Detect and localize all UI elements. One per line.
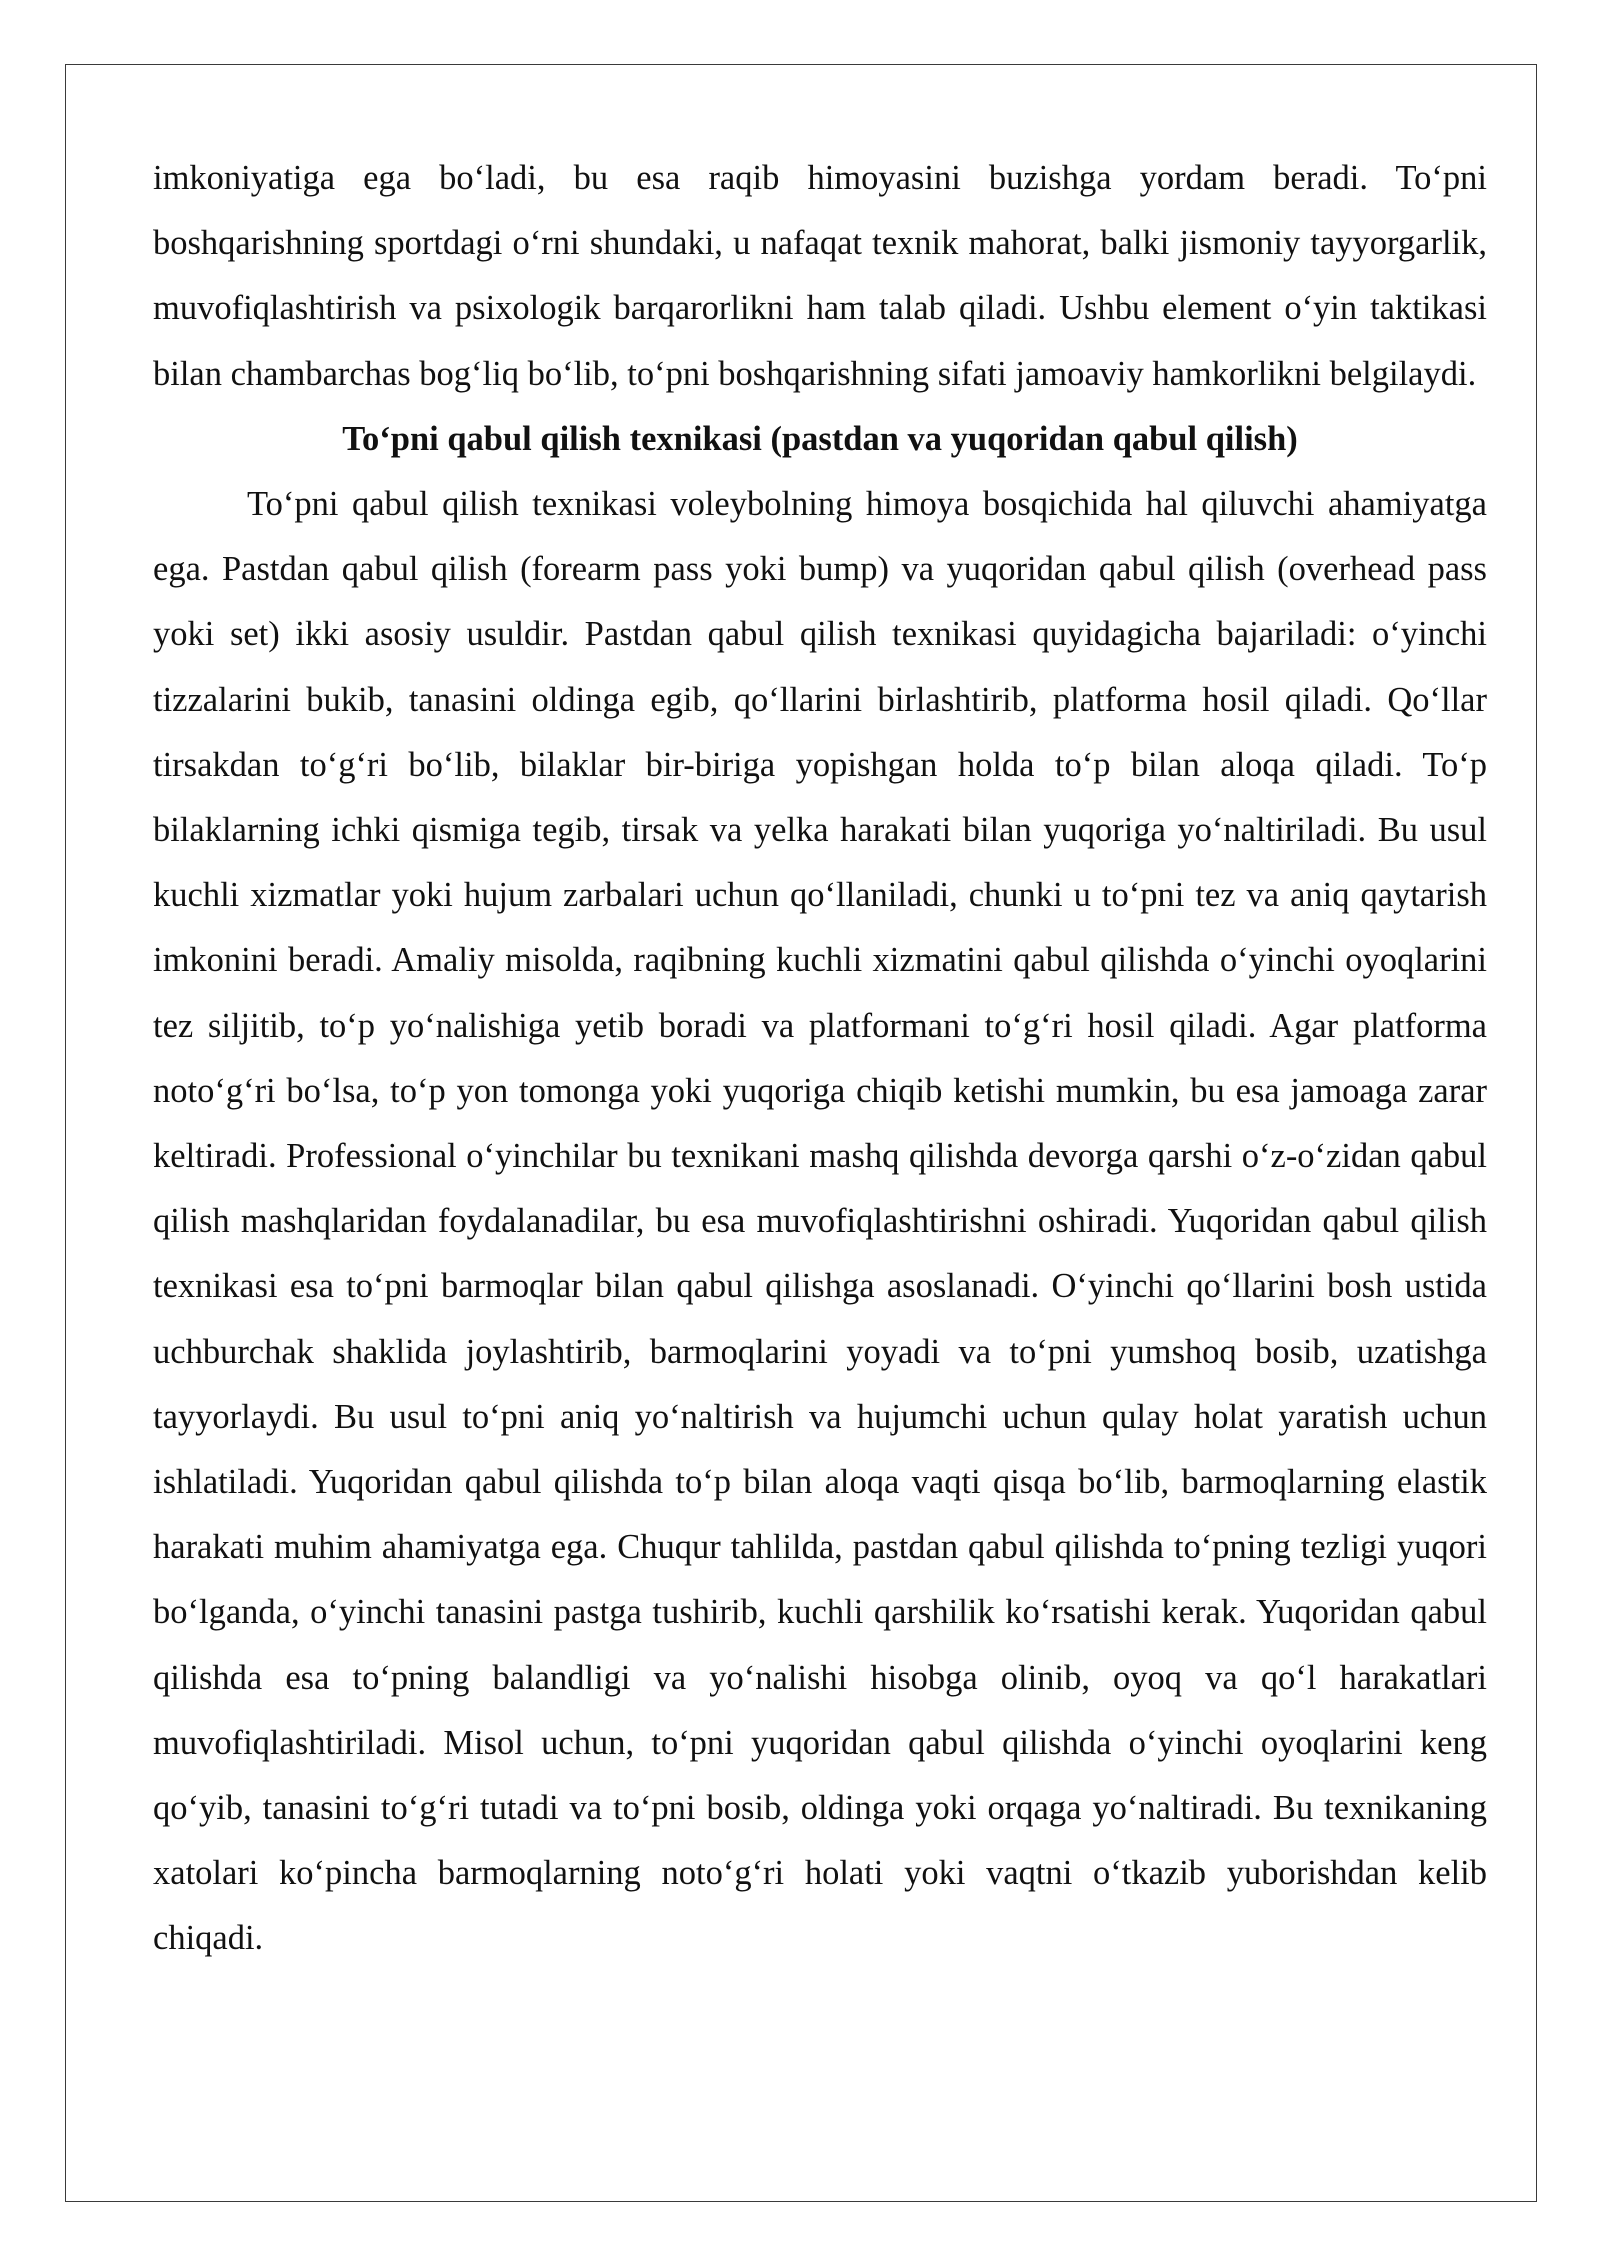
section-heading: To‘pni qabul qilish texnikasi (pastdan va yuqoridan qabul qilish) [342,419,1298,458]
document-body [153,146,1487,1972]
paragraph-main: To‘pni qabul qilish texnikasi voleybolning himoya bosqichida hal qiluvchi ahamiyatga ega. Pastdan qabul qilish (forearm pass yoki bump) va yuqoridan qabul qilish (overhead pass yoki set) ikki asosiy usuldir. Pastdan qabul qilish texnikasi quyidagicha bajariladi: o‘yinchi tizzalarini bukib, tanasini oldinga egib, qo‘llarini birlashtirib, platforma hosil qiladi. Qo‘llar tirsakdan to‘g‘ri bo‘lib, bilaklar bir-biriga yopishgan holda to‘p bilan aloqa qiladi. To‘p bilaklarning ichki qismiga tegib, tirsak va yelka harakati bilan yuqoriga yo‘naltiriladi. Bu usul kuchli xizmatlar yoki hujum zarbalari uchun qo‘llaniladi, chunki u to‘pni tez va aniq qaytarish imkonini beradi. Amaliy misolda, raqibning kuchli xizmatini qabul qilishda o‘yinchi oyoqlarini tez siljitib, to‘p yo‘nalishiga yetib boradi va platformani to‘g‘ri hosil qiladi. Agar platforma noto‘g‘ri bo‘lsa, to‘p yon tomonga yoki yuqoriga chiqib ketishi mumkin, bu esa jamoaga zarar keltiradi. Professional o‘yinchilar bu texnikani mashq qilishda devorga qarshi o‘z-o‘zidan qabul qilish mashqlaridan foydalanadilar, bu esa muvofiqlashtirishni oshiradi. Yuqoridan qabul qilish texnikasi esa to‘pni barmoqlar bilan qabul qilishga asoslanadi. O‘yinchi qo‘llarini bosh ustida uchburchak shaklida joylashtirib, barmoqlarini yoyadi va to‘pni yumshoq bosib, uzatishga tayyorlaydi. Bu usul to‘pni aniq yo‘naltirish va hujumchi uchun qulay holat yaratish uchun ishlatiladi. Yuqoridan qabul qilishda to‘p bilan aloqa vaqti qisqa bo‘lib, barmoqlarning elastik harakati muhim ahamiyatga ega. Chuqur tahlilda, pastdan qabul qilishda to‘pning tezligi yuqori bo‘lganda, o‘yinchi tanasini pastga tushirib, kuchli qarshilik ko‘rsatishi kerak. Yuqoridan qabul qilishda esa to‘pning balandligi va yo‘nalishi hisobga olinib, oyoq va qo‘l harakatlari muvofiqlashtiriladi. Misol uchun, to‘pni yuqoridan qabul qilishda o‘yinchi oyoqlarini keng qo‘yib, tanasini to‘g‘ri tutadi va to‘pni bosib, oldinga yoki orqaga yo‘naltiradi. Bu texnikaning xatolari ko‘pincha barmoqlarning noto‘g‘ri holati yoki vaqtni o‘tkazib yuborishdan kelib chiqadi. [153,485,1487,1958]
paragraph-continued: imkoniyatiga ega bo‘ladi, bu esa raqib himoyasini buzishga yordam beradi. To‘pni boshqarishning sportdagi o‘rni shundaki, u nafaqat texnik mahorat, balki jismoniy tayyorgarlik, muvofiqlashtirish va psixologik barqarorlikni ham talab qiladi. Ushbu element o‘yin taktikasi bilan chambarchas bog‘liq bo‘lib, to‘pni boshqarishning sifati jamoaviy hamkorlikni belgilaydi. [153,159,1487,393]
